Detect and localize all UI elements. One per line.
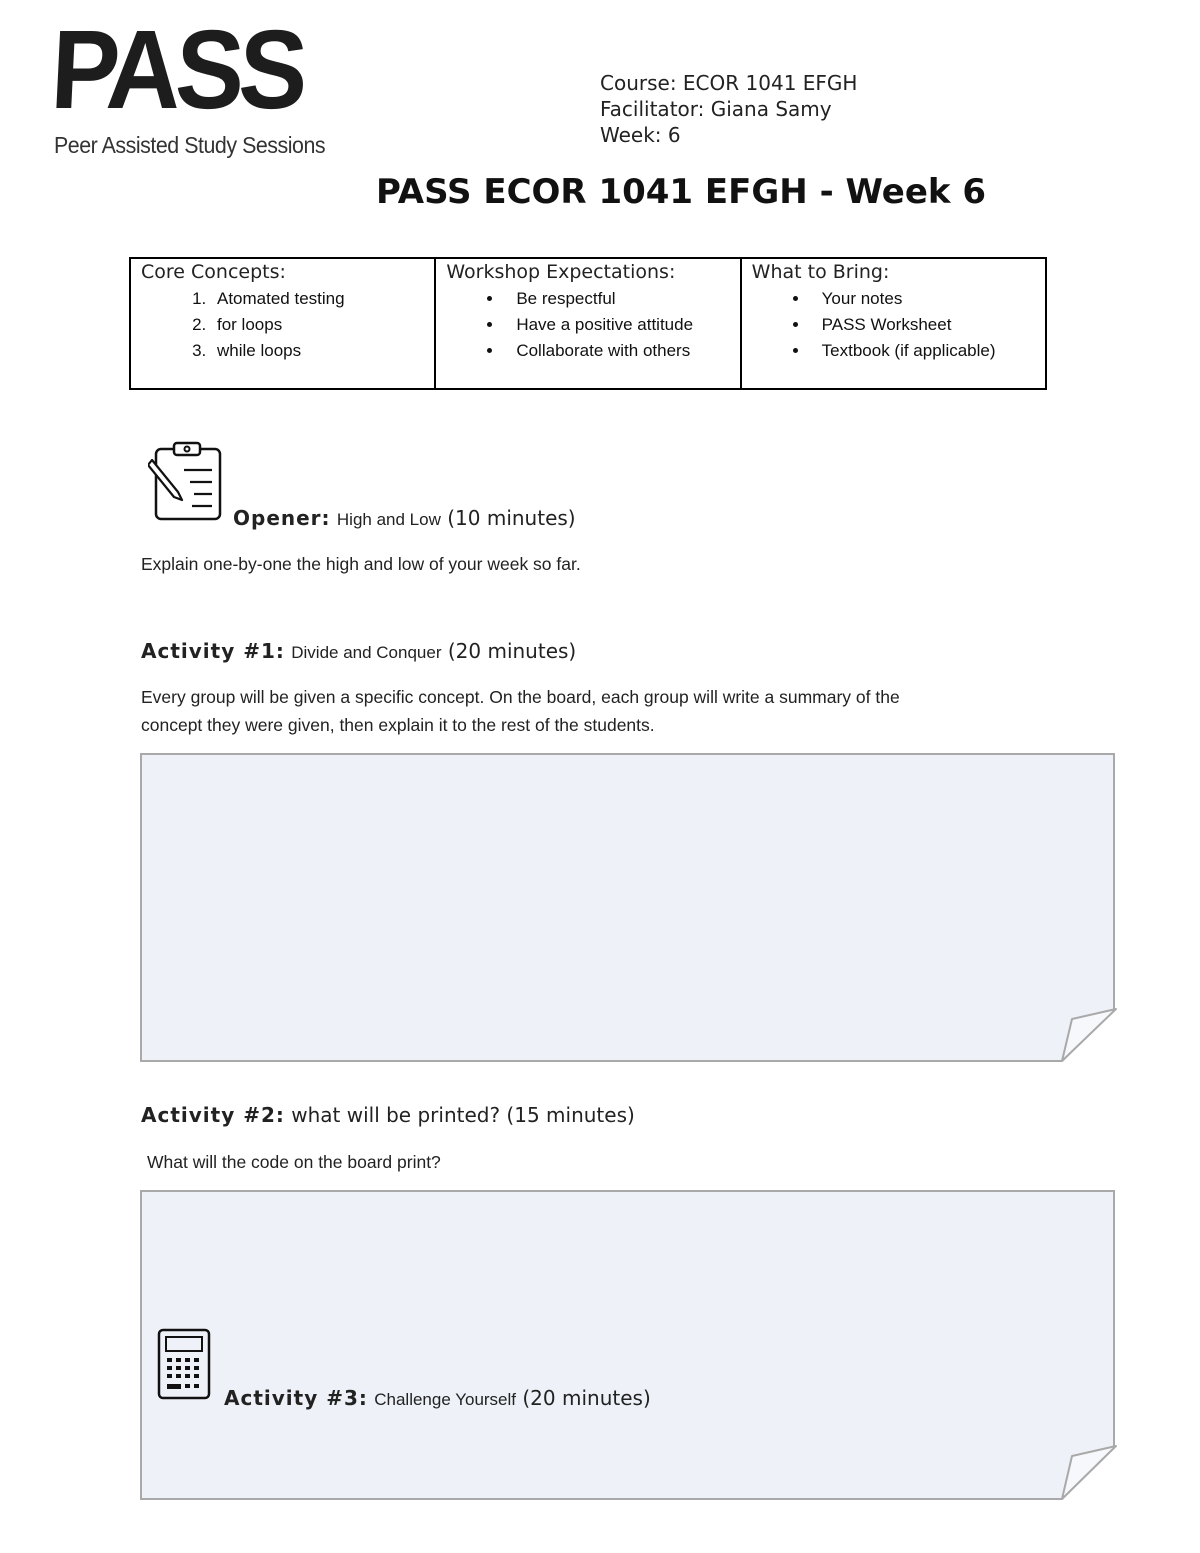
opener-time: (10 minutes) [447,506,576,530]
week-line: Week: 6 [600,123,681,147]
facilitator-line: Facilitator: Giana Samy [600,97,832,121]
list-item: 2. for loops [211,312,424,338]
opener-heading [233,506,576,530]
activity1-time: (20 minutes) [447,639,577,663]
activity1-text-line: concept they were given, then explain it to the rest of the students. [141,715,655,735]
list-item: • Your notes [810,286,1035,312]
calculator-icon [157,1328,211,1400]
activity2-text: What will the code on the board print? [147,1152,441,1172]
core-concepts-list [141,286,424,364]
list-item: • Collaborate with others [504,338,729,364]
activity3-time: (20 minutes) [522,1386,651,1410]
list-item: • Textbook (if applicable) [810,338,1035,364]
paper-note-shape [140,753,1120,1065]
answer-box-1 [140,753,1120,1065]
activity3-label: Activity #3: [224,1386,368,1410]
course-line: Course: ECOR 1041 EFGH [600,71,858,95]
activity1-name: Divide and Conquer [291,643,442,662]
bring-list [752,286,1035,364]
list-item: • PASS Worksheet [810,312,1035,338]
activity2-label: Activity #2: [141,1103,285,1127]
list-item: 3. while loops [211,338,424,364]
paper-note-shape [140,1190,1120,1502]
opener-name: High and Low [336,510,441,529]
core-concepts-heading: Core Concepts: [141,261,286,283]
header-info [600,70,857,148]
activity3-heading [224,1386,651,1410]
list-item: • Have a positive attitude [504,312,729,338]
list-item: • Be respectful [504,286,729,312]
bring-heading: What to Bring: [751,261,890,283]
opener-text: Explain one-by-one the high and low of your week so far. [141,554,581,574]
expectations-cell [436,259,741,388]
clipboard-pencil-icon [148,440,224,522]
opener-label: Opener: [233,506,331,530]
activity1-text-line: Every group will be given a specific concept. On the board, each group will write a summary of the [141,687,900,707]
activity1-text [141,683,900,739]
expectations-heading: Workshop Expectations: [446,261,676,283]
activity3-name: Challenge Yourself [374,1390,517,1409]
activity1-label: Activity #1: [141,639,285,663]
activity1-heading [141,639,576,663]
bring-cell [742,259,1045,388]
page-title: PASS ECOR 1041 EFGH - Week 6 [375,172,987,212]
expectations-list [446,286,729,364]
overview-table [129,257,1047,390]
activity2-name: what will be printed? (15 minutes) [291,1103,635,1127]
pass-logo: PASS [48,7,306,132]
activity2-heading [141,1103,635,1127]
core-concepts-cell [131,259,436,388]
answer-box-2 [140,1190,1120,1502]
pass-logo-subtitle: Peer Assisted Study Sessions [54,132,326,158]
list-item: 1. Atomated testing [211,286,424,312]
